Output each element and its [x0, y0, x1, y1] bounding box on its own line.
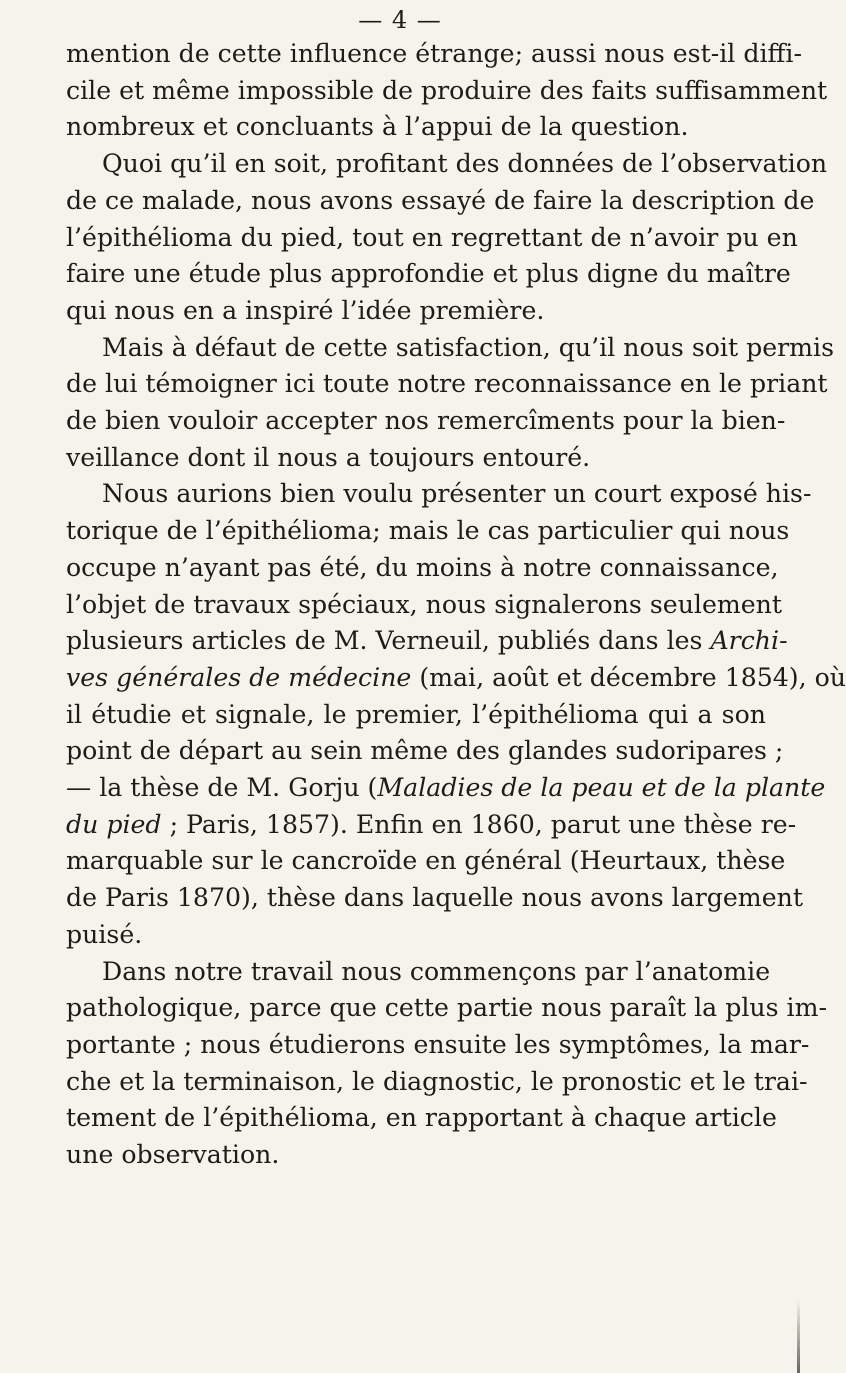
text-line: point de départ au sein même des glandes sudoripares ; [66, 736, 784, 766]
text-line: faire une étude plus approfondie et plus digne du maître [66, 259, 791, 289]
text-line: l’épithélioma du pied, tout en regrettant de n’avoir pu en [66, 222, 798, 252]
text-line: de lui témoigner ici toute notre reconnaissance en le priant [66, 369, 828, 399]
page-edge-shadow [797, 1300, 800, 1373]
text-line: mention de cette influence étrange; aussi nous est-il diffi- [66, 39, 802, 68]
text-segment: (mai, août et décembre 1854), où [411, 662, 846, 692]
text-line: de bien vouloir accepter nos remercîments pour la bien- [66, 406, 786, 436]
text-line: de Paris 1870), thèse dans laquelle nous avons largement [66, 883, 803, 913]
text-segment: — la thèse de M. Gorju ( [66, 773, 378, 803]
journal-title-italic: Archi- [710, 626, 788, 656]
text-line: che et la terminaison, le diagnostic, le pronostic et le trai- [66, 1066, 808, 1096]
text-line [66, 770, 826, 807]
thesis-title-italic: Maladies de la peau et de la plante [377, 773, 826, 803]
journal-title-italic: ves générales de médecine [66, 662, 412, 692]
text-line: il étudie et signale, le premier, l’épithélioma qui a son [66, 699, 766, 729]
text-line: torique de l’épithélioma; mais le cas particulier qui nous [66, 516, 790, 546]
text-line: portante ; nous étudierons ensuite les symptômes, la mar- [66, 1029, 810, 1059]
text-line: cile et même impossible de produire des faits suffisamment [66, 75, 828, 105]
text-line: puisé. [66, 919, 143, 949]
text-line: veillance dont il nous a toujours entouré. [66, 442, 591, 472]
text-line: occupe n’ayant pas été, du moins à notre connaissance, [66, 552, 779, 582]
text-line [66, 623, 788, 660]
text-line [66, 807, 797, 844]
text-line: une observation. [66, 1140, 280, 1170]
text-line: de ce malade, nous avons essayé de faire la description de [66, 185, 815, 215]
text-segment: plusieurs articles de M. Verneuil, publiés dans les [66, 626, 711, 656]
page-number: — 4 — [358, 6, 442, 34]
body-text [66, 36, 846, 1174]
text-line: qui nous en a inspiré l’idée première. [66, 295, 545, 325]
thesis-title-italic: du pied [66, 809, 162, 839]
text-line: tement de l’épithélioma, en rapportant à chaque article [66, 1103, 777, 1133]
text-line: Quoi qu’il en soit, profitant des données de l’observation [102, 149, 828, 179]
text-line: pathologique, parce que cette partie nous paraît la plus im- [66, 993, 827, 1023]
text-line: Mais à défaut de cette satisfaction, qu’il nous soit permis [102, 332, 835, 362]
text-line [66, 660, 846, 697]
text-line: nombreux et concluants à l’appui de la question. [66, 112, 689, 142]
text-line: Nous aurions bien voulu présenter un court exposé his- [102, 479, 812, 509]
text-line: l’objet de travaux spéciaux, nous signalerons seulement [66, 589, 783, 619]
text-line: Dans notre travail nous commençons par l’anatomie [102, 956, 771, 986]
text-segment: ; Paris, 1857). Enfin en 1860, parut une thèse re- [161, 809, 797, 839]
text-line: marquable sur le cancroïde en général (Heurtaux, thèse [66, 846, 786, 876]
